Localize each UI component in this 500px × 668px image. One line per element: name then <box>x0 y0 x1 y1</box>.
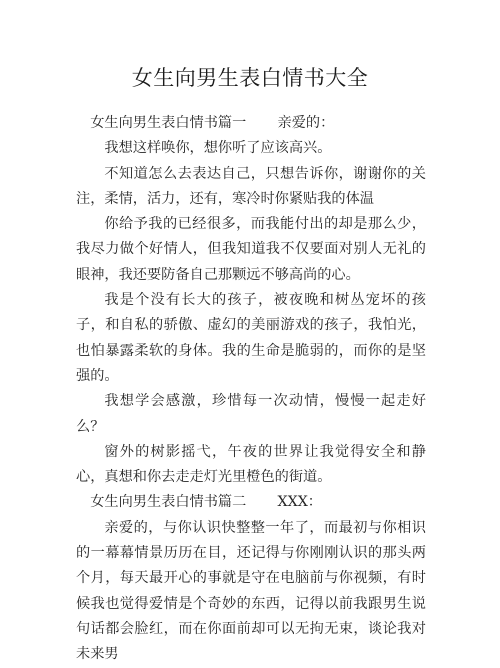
paragraph: 不知道怎么去表达自己，只想告诉你，谢谢你的关注，柔情，活力，还有，寒冷时你紧贴我的体温 <box>76 165 426 207</box>
paragraph: 我想学会感激，珍惜每一次动情，慢慢一起走好么？ <box>76 393 426 435</box>
section-heading-label: 女生向男生表白情书篇二 <box>90 494 247 511</box>
paragraph: 窗外的树影摇弋，午夜的世界让我觉得安全和静心，真想和你去走走灯光里橙色的街道。 <box>76 443 426 486</box>
section-salutation: XXX： <box>277 494 322 511</box>
section-heading-2 <box>76 490 426 515</box>
section-heading-1 <box>76 111 426 136</box>
paragraph: 我是个没有长大的孩子，被夜晚和树丛宠坏的孩子，和自私的骄傲、虚幻的美丽游戏的孩子，我怕光，也怕暴露柔软的身体。我的生命是脆弱的，而你的是坚强的。 <box>76 292 426 384</box>
section-heading-label: 女生向男生表白情书篇一 <box>90 115 247 131</box>
document-title: 女生向男生表白情书大全 <box>131 66 369 90</box>
paragraph: 你给予我的已经很多，而我能付出的却是那么少，我尽力做个好情人，但我知道我不仅要面对别人无礼的眼神，我还要防备自己那颗远不够高尚的心。 <box>76 216 426 283</box>
paragraph: 我想这样唤你，想你听了应该高兴。 <box>104 140 332 157</box>
paragraph: 亲爱的，与你认识快整整一年了，而最初与你相识的一幕幕情景历历在目，还记得与你刚刚认识的那头两个月，每天最开心的事就是守在电脑前与你视频，有时候我也觉得爱情是个奇妙的东西，记得以前我跟男生说句话都会脸红，而在你面前却可以无拘无束，谈论我对未来男 <box>76 519 426 663</box>
section-salutation: 亲爱的： <box>277 115 335 131</box>
document-body <box>76 111 426 668</box>
